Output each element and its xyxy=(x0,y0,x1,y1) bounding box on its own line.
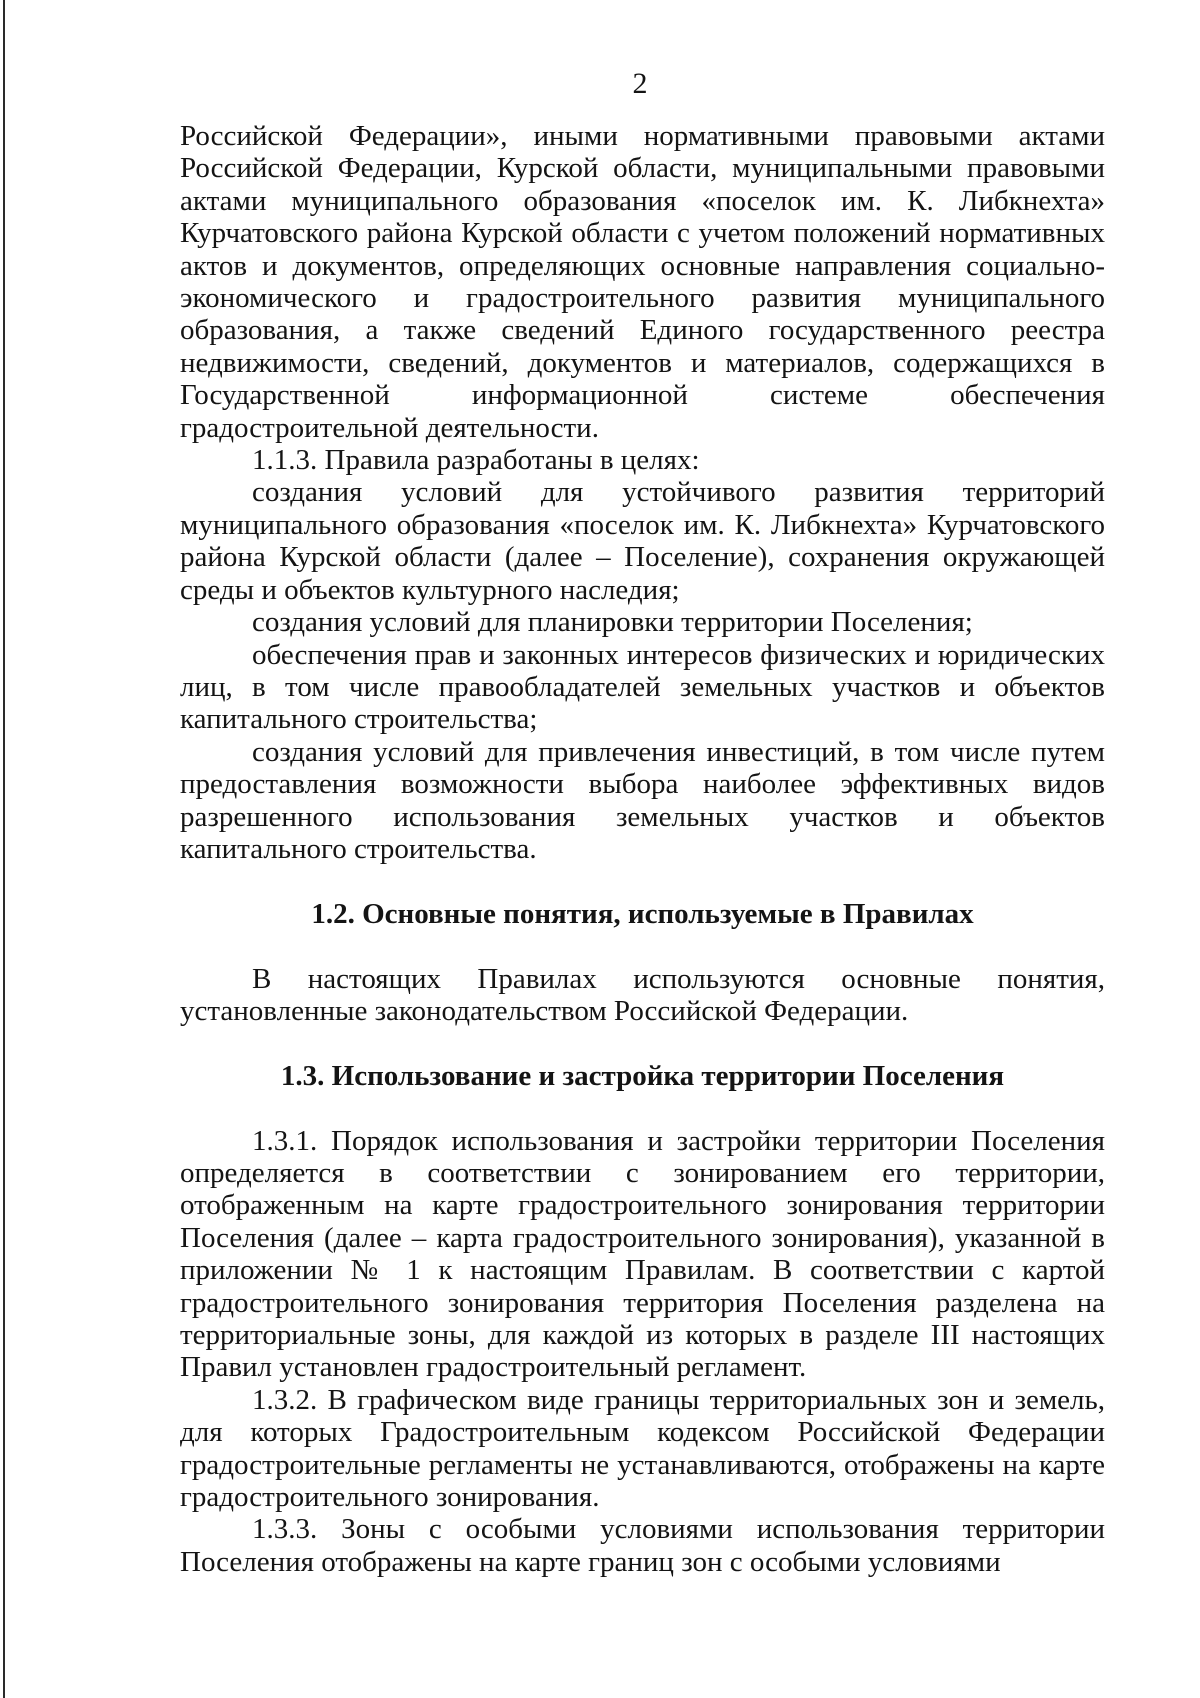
paragraph-1-1-3: 1.1.3. Правила разработаны в целях: xyxy=(252,444,700,477)
goal-item: создания условий для планировки территории Поселения; xyxy=(252,606,973,639)
page-number: 2 xyxy=(632,67,648,100)
document-body xyxy=(180,120,1105,1578)
section-heading-1-3: 1.3. Использование и застройка территории Поселения xyxy=(280,1059,1005,1092)
section-1-2-text: В настоящих Правилах используются основные понятия, установленные законодательством Российской Федерации. xyxy=(180,962,1105,1027)
scan-edge-line xyxy=(3,0,5,1698)
spacer xyxy=(180,930,1105,962)
spacer xyxy=(180,1092,1105,1124)
goal-item: создания условий для привлечения инвестиций, в том числе путем предоставления возможности выбора наиболее эффективных видов разрешенного использования земельных участков и объектов капитального строительства. xyxy=(180,735,1105,865)
paragraph-continuation: Российской Федерации», иными нормативными правовыми актами Российской Федерации, Курской области, муниципальными правовыми актами муниципального образования «поселок им. К. Либкнехта» Курчатовского района Курской области с учетом положений нормативных актов и документов, определяющих основные направления социально-экономического и градостроительного развития муниципального образования, а также сведений Единого государственного реестра недвижимости, сведений, документов и материалов, содержащихся в Государственной информационной системе обеспечения градостроительной деятельности. xyxy=(180,120,1105,444)
spacer xyxy=(180,1027,1105,1059)
section-heading-1-2: 1.2. Основные понятия, используемые в Правилах xyxy=(311,897,974,930)
goal-item: создания условий для устойчивого развития территорий муниципального образования «поселок им. К. Либкнехта» Курчатовского района Курской области (далее – Поселение), сохранения окружающей среды и объектов культурного наследия; xyxy=(180,476,1105,606)
paragraph-1-3-3: 1.3.3. Зоны с особыми условиями использования территории Поселения отображены на карте границ зон с особыми условиями xyxy=(180,1513,1105,1578)
goal-item: обеспечения прав и законных интересов физических и юридических лиц, в том числе правообладателей земельных участков и объектов капитального строительства; xyxy=(180,638,1105,736)
paragraph-1-3-2: 1.3.2. В графическом виде границы территориальных зон и земель, для которых Градостроительным кодексом Российской Федерации градостроительные регламенты не устанавливаются, отображены на карте градостроительного зонирования. xyxy=(180,1383,1105,1513)
spacer xyxy=(180,865,1105,897)
paragraph-1-3-1: 1.3.1. Порядок использования и застройки территории Поселения определяется в соответствии с зонированием его территории, отображенным на карте градостроительного зонирования территории Поселения (далее – карта градостроительного зонирования), указанной в приложении № 1 к настоящим Правилам. В соответствии с картой градостроительного зонирования территория Поселения разделена на территориальные зоны, для каждой из которых в разделе III настоящих Правил установлен градостроительный регламент. xyxy=(180,1124,1105,1384)
